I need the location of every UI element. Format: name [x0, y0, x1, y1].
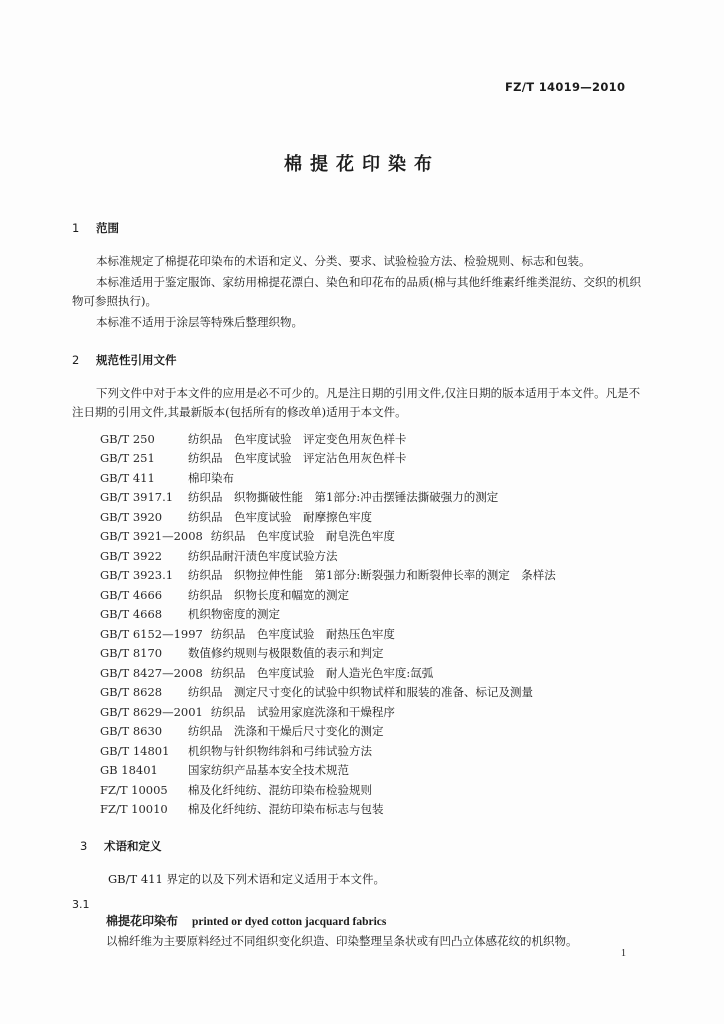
reference-item [100, 507, 640, 527]
reference-code: GB 18401 [100, 763, 158, 778]
reference-title: 纺织品 织物撕破性能 第1部分:冲击摆锤法撕破强力的测定 [188, 490, 499, 505]
section-number: 3 [80, 839, 88, 853]
reference-code: GB/T 3920 [100, 509, 163, 524]
reference-title: 纺织品 色牢度试验 耐摩擦色牢度 [188, 509, 372, 524]
reference-code: GB/T 14801 [100, 743, 170, 758]
document-title: 棉提花印染布 [284, 154, 440, 175]
scope-paragraph-2: 本标准适用于鉴定服饰、家纺用棉提花漂白、染色和印花布的品质(棉与其他纤维素纤维类混纺、交织的机织物可参照执行)。 [72, 275, 641, 308]
reference-code: GB/T 8628 [100, 685, 163, 700]
reference-title: 纺织品 色牢度试验 耐皂洗色牢度 [210, 529, 395, 544]
scope-paragraph-3: 本标准不适用于涂层等特殊后整理织物。 [96, 315, 303, 329]
reference-code: GB/T 3922 [100, 548, 163, 563]
reference-title: 纺织品 织物拉伸性能 第1部分:断裂强力和断裂伸长率的测定 条样法 [188, 568, 556, 583]
reference-title: 纺织品 织物长度和幅宽的测定 [188, 587, 349, 602]
references-intro: 下列文件中对于本文件的应用是必不可少的。凡是注日期的引用文件,仅注日期的版本适用于本文件。凡是不注日期的引用文件,其最新版本(包括所有的修改单)适用于本文件。 [72, 386, 641, 419]
reference-item [100, 780, 640, 800]
term-definition: 以棉纤维为主要原料经过不同组织变化织造、印染整理呈条状或有凹凸立体感花纹的机织物。 [106, 934, 578, 948]
normative-reference-list [100, 429, 640, 819]
reference-item [100, 605, 640, 625]
reference-title: 纺织品 测定尺寸变化的试验中织物试样和服装的准备、标记及测量 [188, 685, 533, 700]
term-heading [106, 912, 386, 929]
reference-code: GB/T 250 [100, 431, 155, 446]
reference-item [100, 429, 640, 449]
reference-code: GB/T 3917.1 [100, 490, 174, 505]
reference-title: 数值修约规则与极限数值的表示和判定 [188, 646, 384, 661]
reference-code: GB/T 4668 [100, 607, 163, 622]
reference-code: FZ/T 10010 [100, 802, 168, 817]
reference-item [100, 644, 640, 664]
reference-title: 国家纺织产品基本安全技术规范 [188, 763, 349, 778]
reference-item [100, 702, 640, 722]
reference-code: GB/T 411 [100, 470, 155, 485]
term-english: printed or dyed cotton jacquard fabrics [192, 916, 387, 928]
reference-item [100, 527, 640, 547]
reference-title: 纺织品 色牢度试验 评定沾色用灰色样卡 [188, 451, 407, 466]
section-title: 范围 [96, 221, 119, 235]
reference-code: GB/T 8427—2008 [100, 665, 203, 680]
reference-title: 棉及化纤纯纺、混纺印染布检验规则 [188, 782, 372, 797]
reference-code: GB/T 8170 [100, 646, 163, 661]
reference-code: GB/T 3923.1 [100, 568, 174, 583]
reference-title: 棉印染布 [188, 470, 234, 485]
section-number: 2 [72, 353, 80, 367]
reference-code: GB/T 8630 [100, 724, 163, 739]
reference-item [100, 722, 640, 742]
reference-item [100, 566, 640, 586]
reference-item [100, 585, 640, 605]
reference-title: 纺织品 色牢度试验 评定变色用灰色样卡 [188, 431, 407, 446]
reference-item [100, 800, 640, 820]
reference-item [100, 546, 640, 566]
reference-title: 棉及化纤纯纺、混纺印染布标志与包装 [188, 802, 384, 817]
reference-title: 纺织品耐汗渍色牢度试验方法 [188, 548, 338, 563]
section-3-heading [80, 838, 162, 854]
section-title: 术语和定义 [104, 839, 162, 853]
section-1-heading [72, 220, 119, 236]
reference-item [100, 663, 640, 683]
terms-intro: GB/T 411 界定的以及下列术语和定义适用于本文件。 [108, 872, 385, 886]
reference-title: 纺织品 试验用家庭洗涤和干燥程序 [210, 704, 395, 719]
reference-code: GB/T 8629—2001 [100, 704, 203, 719]
reference-item [100, 741, 640, 761]
reference-code: GB/T 4666 [100, 587, 163, 602]
reference-item [100, 449, 640, 469]
scope-paragraph-1: 本标准规定了棉提花印染布的术语和定义、分类、要求、试验检验方法、检验规则、标志和包装。 [96, 254, 591, 268]
reference-item [100, 683, 640, 703]
reference-title: 机织物密度的测定 [188, 607, 280, 622]
term-number: 3.1 [72, 898, 90, 911]
reference-title: 纺织品 色牢度试验 耐人造光色牢度:氙弧 [210, 665, 434, 680]
reference-code: GB/T 251 [100, 451, 155, 466]
section-number: 1 [72, 221, 80, 235]
reference-item [100, 624, 640, 644]
reference-title: 纺织品 色牢度试验 耐热压色牢度 [210, 626, 395, 641]
reference-code: GB/T 3921—2008 [100, 529, 203, 544]
term-chinese: 棉提花印染布 [106, 914, 179, 928]
reference-title: 纺织品 洗涤和干燥后尺寸变化的测定 [188, 724, 384, 739]
reference-item [100, 468, 640, 488]
reference-title: 机织物与针织物纬斜和弓纬试验方法 [188, 743, 372, 758]
standard-code: FZ/T 14019—2010 [505, 80, 626, 94]
section-title: 规范性引用文件 [96, 353, 177, 367]
reference-code: FZ/T 10005 [100, 782, 168, 797]
reference-item [100, 761, 640, 781]
page-number: 1 [621, 948, 626, 959]
reference-item [100, 488, 640, 508]
reference-code: GB/T 6152—1997 [100, 626, 203, 641]
section-2-heading [72, 352, 177, 368]
